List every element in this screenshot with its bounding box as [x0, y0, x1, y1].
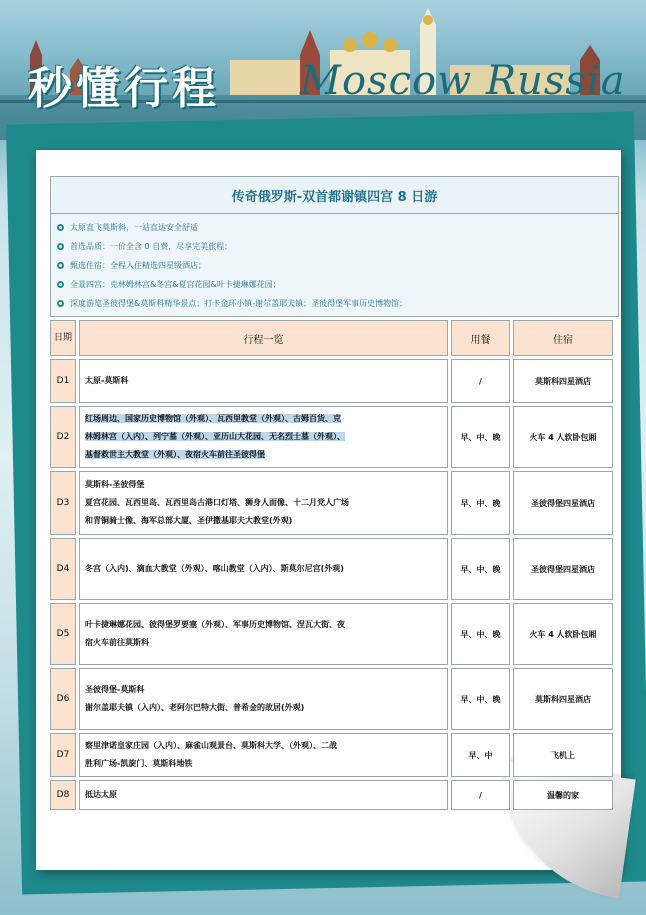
- bullet-circle-icon: [57, 300, 64, 307]
- itinerary-line: 和青铜骑士像、海军总部大厦、圣伊撒基耶夫大教堂(外观): [85, 516, 293, 525]
- itinerary-cell: [79, 359, 448, 403]
- itinerary-line: 圣彼得堡-莫斯科: [85, 685, 145, 694]
- table-row: [50, 780, 613, 810]
- table-row: [50, 359, 613, 403]
- itinerary-cell: [79, 780, 448, 810]
- day-cell: D3: [50, 471, 76, 535]
- itinerary-heading: 传奇俄罗斯-双首都谢镇四宫 8 日游: [50, 176, 619, 214]
- meals-cell: 早、中、晚: [451, 668, 510, 730]
- itinerary-line: [85, 410, 442, 428]
- itinerary-line: [85, 446, 442, 464]
- table-row: [50, 538, 613, 600]
- highlight-text: 全景四宫：克林姆林宫&冬宫&夏宫花园&叶卡捷琳娜花园；: [70, 280, 281, 289]
- meals-cell: 早、中、晚: [451, 603, 510, 665]
- table-row: [50, 471, 613, 535]
- stay-cell: 圣彼得堡四星酒店: [513, 471, 613, 535]
- table-header-row: [50, 320, 613, 356]
- page-title-chinese: 秒懂行程: [28, 63, 220, 114]
- itinerary-cell: [79, 406, 448, 468]
- table-row: [50, 406, 613, 468]
- stay-cell: 莫斯科四星酒店: [513, 668, 613, 730]
- highlight-text: 深度游览圣彼得堡&莫斯科精华景点；打卡金环小镇-谢尔盖耶夫镇；圣彼得堡军事历史博物馆；: [70, 299, 408, 308]
- itinerary-line: [85, 428, 442, 446]
- highlight-item: [57, 237, 610, 256]
- meals-cell: 早、中、晚: [451, 538, 510, 600]
- bullet-circle-icon: [57, 224, 64, 231]
- table-row: [50, 733, 613, 777]
- highlight-text: 甄选住宿：全程入住精选四星级酒店；: [70, 261, 206, 270]
- bullet-circle-icon: [57, 281, 64, 288]
- itinerary-cell: [79, 471, 448, 535]
- day-cell: D1: [50, 359, 76, 403]
- itinerary-cell: [79, 668, 448, 730]
- stay-cell: 飞机上: [513, 733, 613, 777]
- highlighted-text: 基督救世主大教堂（外观）、夜宿火车前往圣彼得堡: [85, 450, 265, 459]
- highlight-text: 太原直飞莫斯科，一站直达安全舒适: [70, 223, 198, 232]
- highlight-item: [57, 275, 610, 294]
- meals-cell: 早、中: [451, 733, 510, 777]
- stay-cell: 火车 4 人软卧包厢: [513, 406, 613, 468]
- day-cell: D6: [50, 668, 76, 730]
- itinerary-line: 抵达太原: [85, 790, 117, 799]
- itinerary-line: 宿火车前往莫斯科: [85, 638, 149, 647]
- day-cell: D7: [50, 733, 76, 777]
- table-row: [50, 603, 613, 665]
- itinerary-line: 莫斯科-圣彼得堡: [85, 480, 145, 489]
- meals-cell: 早、中、晚: [451, 471, 510, 535]
- itinerary-document: [50, 176, 619, 813]
- itinerary-cell: [79, 603, 448, 665]
- highlighted-text: 红场周边、国家历史博物馆（外观）、瓦西里教堂（外观）、古姆百货、克: [85, 414, 341, 423]
- itinerary-line: 胜利广场-凯旋门、莫斯科地铁: [85, 759, 193, 768]
- bullet-circle-icon: [57, 243, 64, 250]
- page-title-english: Moscow Russia: [300, 58, 626, 104]
- meals-cell: 早、中、晚: [451, 406, 510, 468]
- itinerary-table: [47, 317, 616, 813]
- header-stay: 住宿: [513, 320, 613, 356]
- day-cell: D5: [50, 603, 76, 665]
- itinerary-cell: [79, 538, 448, 600]
- itinerary-cell: [79, 733, 448, 777]
- itinerary-line: 夏宫花园、瓦西里岛、瓦西里岛古港口灯塔、狮身人面像、十二月党人广场: [85, 498, 349, 507]
- itinerary-line: 叶卡捷琳娜花园、彼得堡罗要塞（外观）、军事历史博物馆、涅瓦大街、夜: [85, 620, 345, 629]
- header-meals: 用餐: [451, 320, 510, 356]
- highlight-item: [57, 294, 610, 313]
- stay-cell: 莫斯科四星酒店: [513, 359, 613, 403]
- meals-cell: /: [451, 359, 510, 403]
- day-cell: D2: [50, 406, 76, 468]
- itinerary-line: 冬宫（入内)、滴血大教堂（外观）、喀山教堂（入内）、斯莫尔尼宫(外观): [85, 564, 344, 573]
- table-row: [50, 668, 613, 730]
- bullet-circle-icon: [57, 262, 64, 269]
- header-itinerary: 行程一览: [79, 320, 448, 356]
- itinerary-line: 察里津诺皇家庄园（入内）、麻雀山观景台、莫斯科大学、（外观）、二战: [85, 741, 337, 750]
- highlight-text: 首选品质：一价全含 0 自费，尽享完美旅程；: [70, 242, 233, 251]
- highlights-list: [50, 214, 619, 317]
- highlighted-text: 林姆林宫（入内）、列宁墓（外观）、亚历山大花园、无名烈士墓（外观）、: [85, 432, 345, 441]
- stay-cell: 圣彼得堡四星酒店: [513, 538, 613, 600]
- stay-cell: 火车 4 人软卧包厢: [513, 603, 613, 665]
- highlight-item: [57, 256, 610, 275]
- stay-cell: 温馨的家: [513, 780, 613, 810]
- header-day: 日期: [50, 320, 76, 356]
- itinerary-line: 谢尔盖耶夫镇（入内）、老阿尔巴特大街、普希金的故居(外观): [85, 703, 305, 712]
- itinerary-line: 太原-莫斯科: [85, 376, 129, 385]
- day-cell: D4: [50, 538, 76, 600]
- meals-cell: /: [451, 780, 510, 810]
- highlight-item: [57, 218, 610, 237]
- day-cell: D8: [50, 780, 76, 810]
